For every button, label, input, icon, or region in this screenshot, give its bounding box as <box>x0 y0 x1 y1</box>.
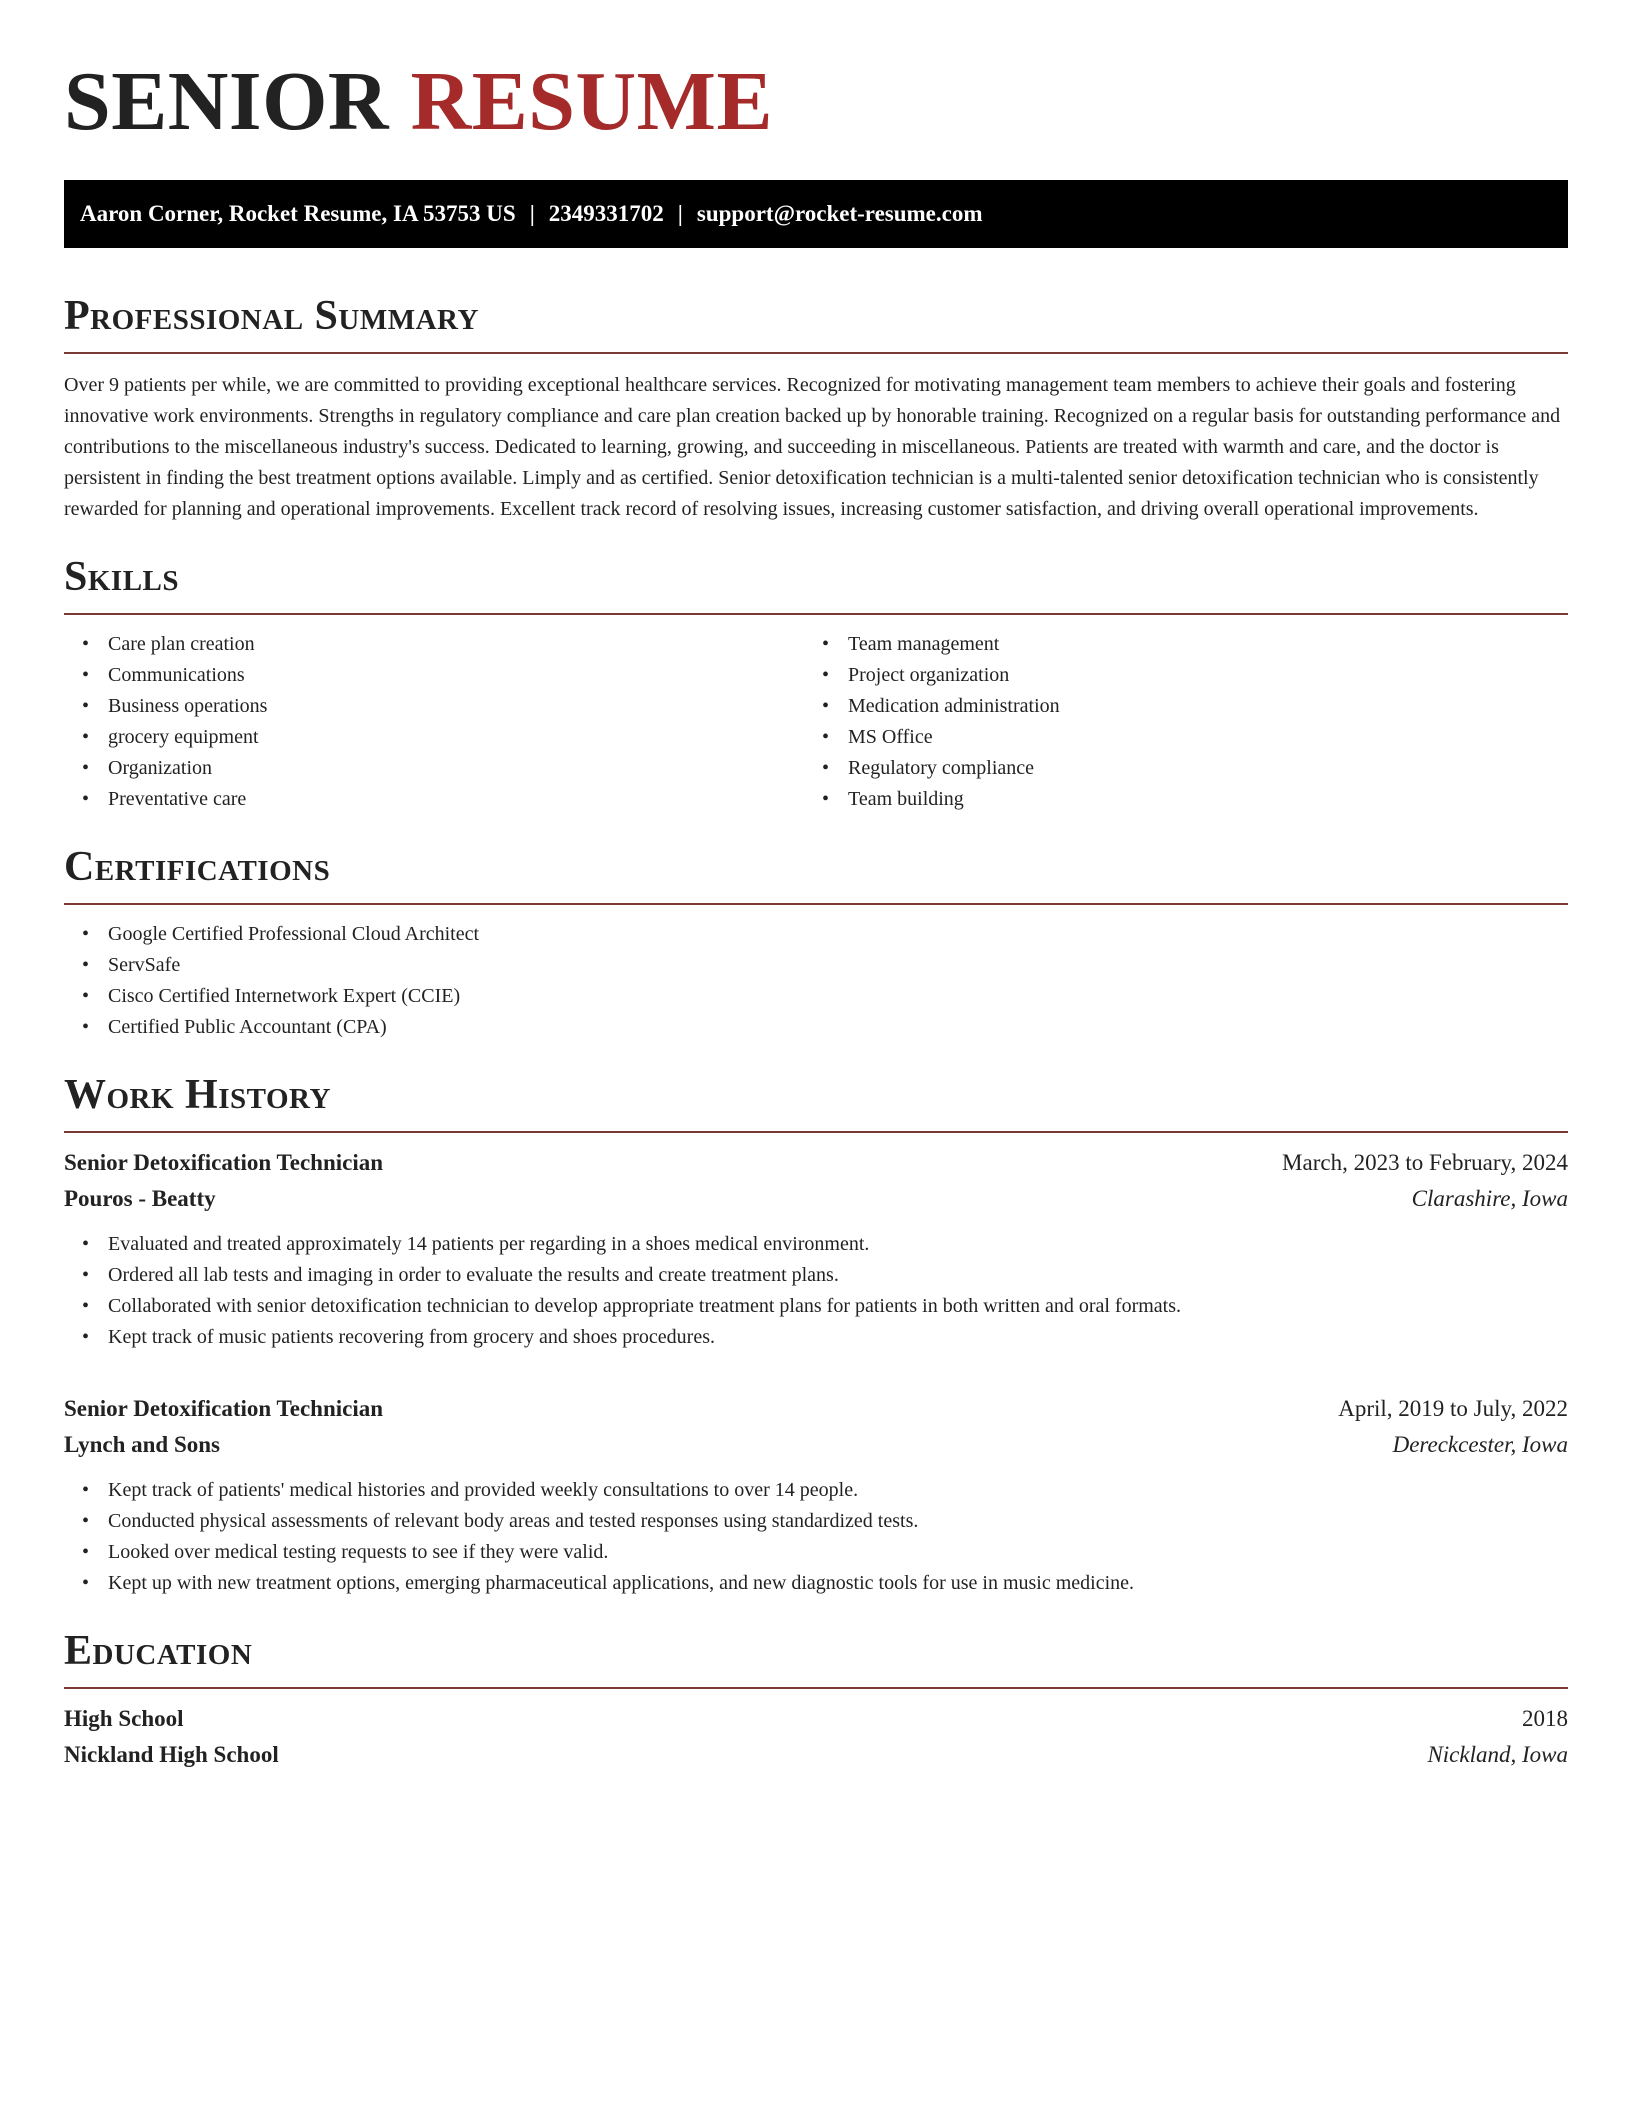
job-duty-text: Ordered all lab tests and imaging in order to evaluate the results and create treatment plans. <box>108 1264 839 1286</box>
job-company-row <box>64 1427 1568 1463</box>
job-dates: April, 2019 to July, 2022 <box>1338 1396 1568 1421</box>
bullet-icon: • <box>82 1016 90 1038</box>
bullet-icon: • <box>82 1264 90 1286</box>
skill-label: Communications <box>108 664 245 686</box>
skill-item <box>64 753 804 784</box>
skill-label: Team management <box>848 633 1000 655</box>
education-school: Nickland High School <box>64 1742 279 1767</box>
skill-item <box>804 629 1544 660</box>
job-title: Senior Detoxification Technician <box>64 1396 384 1421</box>
bullet-icon: • <box>82 954 90 976</box>
skill-item <box>804 753 1544 784</box>
job-company: Lynch and Sons <box>64 1432 220 1457</box>
job-duty-text: Kept track of patients' medical histories and provided weekly consultations to over 14 people. <box>108 1479 859 1501</box>
job-duty <box>64 1568 1568 1599</box>
skills-section <box>64 551 1568 815</box>
certification-label: ServSafe <box>108 954 181 976</box>
skill-item <box>64 660 804 691</box>
certification-label: Cisco Certified Internetwork Expert (CCIE) <box>108 985 461 1007</box>
bullet-icon: • <box>82 695 90 717</box>
certification-item <box>64 919 1568 950</box>
bullet-icon: • <box>82 1295 90 1317</box>
job-duty <box>64 1475 1568 1506</box>
skill-label: Preventative care <box>108 788 247 810</box>
bullet-icon: • <box>822 757 830 779</box>
bullet-icon: • <box>822 788 830 810</box>
contact-phone: 2349331702 <box>548 201 664 226</box>
bullet-icon: • <box>82 1541 90 1563</box>
skill-item <box>64 629 804 660</box>
education-school-row <box>64 1737 1568 1773</box>
skills-list-left <box>64 629 804 815</box>
section-heading: Professional Summary <box>64 293 479 339</box>
job-duty <box>64 1260 1568 1291</box>
bullet-icon: • <box>82 923 90 945</box>
job-duty-text: Looked over medical testing requests to see if they were valid. <box>108 1541 609 1563</box>
skill-label: Care plan creation <box>108 633 255 655</box>
skill-item <box>64 784 804 815</box>
bullet-icon: • <box>82 757 90 779</box>
skill-item <box>804 722 1544 753</box>
education-year: 2018 <box>1522 1706 1568 1731</box>
bullet-icon: • <box>82 633 90 655</box>
skill-label: MS Office <box>848 726 933 748</box>
certification-label: Certified Public Accountant (CPA) <box>108 1016 387 1038</box>
contact-bar <box>64 180 1568 248</box>
title-word-senior: SENIOR <box>64 55 390 148</box>
job-location: Dereckcester, Iowa <box>1392 1432 1568 1457</box>
title-word-resume: RESUME <box>410 55 773 148</box>
section-divider <box>64 1687 1568 1689</box>
bullet-icon: • <box>82 1326 90 1348</box>
job-title-row <box>64 1391 1568 1427</box>
professional-summary-section <box>64 290 1568 525</box>
education-degree-row <box>64 1701 1568 1737</box>
job-duties-list <box>64 1475 1568 1599</box>
job-dates: March, 2023 to February, 2024 <box>1282 1150 1568 1175</box>
bullet-icon: • <box>82 985 90 1007</box>
section-heading: Skills <box>64 554 180 600</box>
bullet-icon: • <box>82 664 90 686</box>
education-section <box>64 1625 1568 1773</box>
contact-email: support@rocket-resume.com <box>696 201 983 226</box>
section-divider <box>64 903 1568 905</box>
job-title-row <box>64 1145 1568 1181</box>
skill-label: grocery equipment <box>108 726 259 748</box>
job-title: Senior Detoxification Technician <box>64 1150 384 1175</box>
certification-item <box>64 950 1568 981</box>
certifications-section <box>64 841 1568 1043</box>
skill-item <box>64 722 804 753</box>
bullet-icon: • <box>82 1479 90 1501</box>
bullet-icon: • <box>822 695 830 717</box>
job-duty-text: Kept track of music patients recovering from grocery and shoes procedures. <box>108 1326 716 1348</box>
job-duty-text: Evaluated and treated approximately 14 patients per regarding in a shoes medical environment. <box>108 1233 870 1255</box>
education-degree: High School <box>64 1706 184 1731</box>
section-heading: Education <box>64 1628 253 1674</box>
job-entry <box>64 1391 1568 1599</box>
section-heading: Certifications <box>64 844 331 890</box>
section-heading: Work History <box>64 1072 331 1118</box>
skill-item <box>64 691 804 722</box>
contact-separator: | <box>529 201 535 226</box>
section-divider <box>64 352 1568 354</box>
contact-name-address: Aaron Corner, Rocket Resume, IA 53753 US <box>80 201 516 226</box>
job-duty-text: Collaborated with senior detoxification technician to develop appropriate treatment plans for patients in both written and oral formats. <box>108 1295 1182 1317</box>
summary-text: Over 9 patients per while, we are committed to providing exceptional healthcare services. Recognized for motivating management team members to achieve their goals and fostering innovative work environments. Strengths in regulatory compliance and care plan creation backed up by honorable training. Recognized on a regular basis for outstanding performance and contributions to the miscellaneous industry's success. Dedicated to learning, growing, and succeeding in miscellaneous. Patients are treated with warmth and care, and the doctor is persistent in finding the best treatment options available. Limply and as certified. Senior detoxification technician is a multi-talented senior detoxification technician who is consistently rewarded for planning and operational improvements. Excellent track record of resolving issues, increasing customer satisfaction, and driving overall operational improvements. <box>64 374 1561 520</box>
skill-label: Team building <box>848 788 964 810</box>
skill-label: Project organization <box>848 664 1010 686</box>
skills-columns <box>64 615 1568 815</box>
bullet-icon: • <box>82 1510 90 1532</box>
job-duties-list <box>64 1229 1568 1353</box>
job-duty <box>64 1322 1568 1353</box>
certification-item <box>64 1012 1568 1043</box>
skill-label: Medication administration <box>848 695 1060 717</box>
bullet-icon: • <box>82 1572 90 1594</box>
skills-list-right <box>804 629 1544 815</box>
certifications-list <box>64 919 1568 1043</box>
skill-label: Business operations <box>108 695 268 717</box>
section-divider <box>64 1131 1568 1133</box>
job-duty <box>64 1537 1568 1568</box>
job-company-row <box>64 1181 1568 1217</box>
job-duty <box>64 1291 1568 1322</box>
contact-separator: | <box>677 201 683 226</box>
education-entry <box>64 1701 1568 1773</box>
bullet-icon: • <box>82 726 90 748</box>
resume-title <box>64 52 1568 152</box>
skill-item <box>804 691 1544 722</box>
bullet-icon: • <box>822 664 830 686</box>
job-duty <box>64 1229 1568 1260</box>
skill-label: Organization <box>108 757 213 779</box>
bullet-icon: • <box>82 1233 90 1255</box>
job-duty <box>64 1506 1568 1537</box>
skill-item <box>804 660 1544 691</box>
certification-label: Google Certified Professional Cloud Architect <box>108 923 480 945</box>
bullet-icon: • <box>822 726 830 748</box>
work-history-section <box>64 1069 1568 1599</box>
education-location: Nickland, Iowa <box>1427 1742 1568 1767</box>
job-location: Clarashire, Iowa <box>1411 1186 1568 1211</box>
job-company: Pouros - Beatty <box>64 1186 216 1211</box>
job-duty-text: Conducted physical assessments of relevant body areas and tested responses using standardized tests. <box>108 1510 919 1532</box>
job-duty-text: Kept up with new treatment options, emerging pharmaceutical applications, and new diagnostic tools for use in music medicine. <box>108 1572 1135 1594</box>
bullet-icon: • <box>822 633 830 655</box>
job-entry <box>64 1145 1568 1353</box>
skill-label: Regulatory compliance <box>848 757 1035 779</box>
skill-item <box>804 784 1544 815</box>
bullet-icon: • <box>82 788 90 810</box>
certification-item <box>64 981 1568 1012</box>
